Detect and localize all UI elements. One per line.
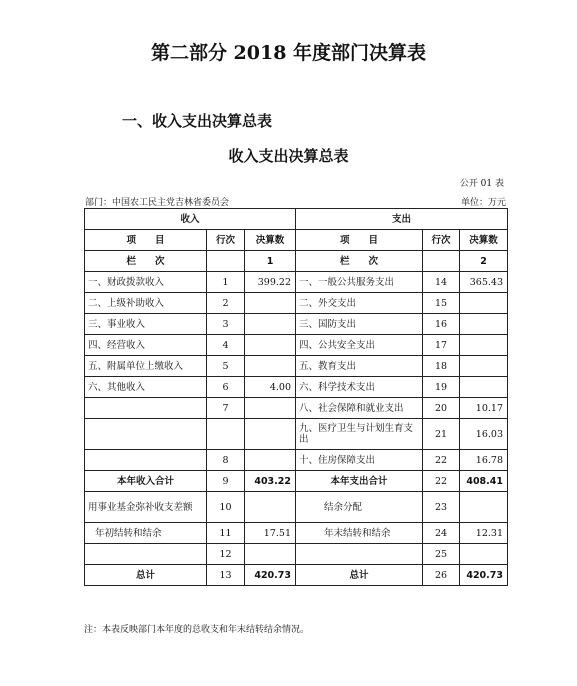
table-row (85, 356, 508, 377)
income-subtotal-label: 本年收入合计 (85, 471, 207, 492)
expense-line: 19 (423, 377, 460, 398)
expense-lane-no: 2 (460, 251, 508, 272)
table-row (85, 272, 508, 293)
expense-line: 23 (423, 492, 460, 523)
expense-amount (460, 293, 508, 314)
income-line: 8 (207, 450, 245, 471)
table-row (85, 450, 508, 471)
income-expense-table (84, 208, 508, 586)
income-amount-col-header: 决算数 (245, 230, 296, 251)
expense-amount (460, 314, 508, 335)
expense-item-col-header: 项 目 (296, 230, 423, 251)
expense-item (296, 544, 423, 565)
expense-item: 九、医疗卫生与计划生育支出 (296, 419, 423, 450)
expense-line: 26 (423, 565, 460, 586)
expense-line: 17 (423, 335, 460, 356)
lane-row (85, 251, 508, 272)
expense-total-amount: 420.73 (460, 565, 508, 586)
expense-item: 五、教育支出 (296, 356, 423, 377)
table-row (85, 377, 508, 398)
income-item-col-header: 项 目 (85, 230, 207, 251)
income-line: 3 (207, 314, 245, 335)
meta-row (85, 195, 506, 208)
table-row (85, 293, 508, 314)
expense-header: 支出 (296, 209, 508, 230)
expense-amount (460, 544, 508, 565)
income-item (85, 419, 207, 450)
expense-line: 18 (423, 356, 460, 377)
expense-item: 结余分配 (296, 492, 423, 523)
expense-subtotal-amount: 408.41 (460, 471, 508, 492)
income-lane-label: 栏 次 (85, 251, 207, 272)
expense-amount (460, 335, 508, 356)
unit-label: 单位：万元 (460, 198, 506, 208)
expense-amount: 12.31 (460, 523, 508, 544)
income-item (85, 450, 207, 471)
form-code: 公开 01 表 (459, 179, 504, 189)
income-amount (245, 419, 296, 450)
income-amount (245, 314, 296, 335)
income-amount (245, 356, 296, 377)
expense-line: 25 (423, 544, 460, 565)
expense-line-col-header: 行次 (423, 230, 460, 251)
expense-amount (460, 356, 508, 377)
expense-amount: 16.78 (460, 450, 508, 471)
income-line: 4 (207, 335, 245, 356)
income-item: 年初结转和结余 (85, 523, 207, 544)
expense-lane-line (423, 251, 460, 272)
income-item: 六、其他收入 (85, 377, 207, 398)
expense-item: 一、一般公共服务支出 (296, 272, 423, 293)
income-line: 9 (207, 471, 245, 492)
expense-line: 22 (423, 471, 460, 492)
income-item: 三、事业收入 (85, 314, 207, 335)
table-row (85, 335, 508, 356)
department-label: 部门：中国农工民主党吉林省委员会 (85, 198, 230, 208)
page-title: 第二部分 2018 年度部门决算表 (150, 42, 427, 64)
income-item: 一、财政拨款收入 (85, 272, 207, 293)
expense-line: 21 (423, 419, 460, 450)
table-row (85, 544, 508, 565)
expense-item: 八、社会保障和就业支出 (296, 398, 423, 419)
income-amount (245, 398, 296, 419)
expense-line: 15 (423, 293, 460, 314)
income-lane-no: 1 (245, 251, 296, 272)
footnote: 注：本表反映部门本年度的总收支和年末结转结余情况。 (84, 625, 310, 635)
income-item: 二、上级补助收入 (85, 293, 207, 314)
income-amount: 17.51 (245, 523, 296, 544)
income-line: 1 (207, 272, 245, 293)
expense-amount: 16.03 (460, 419, 508, 450)
income-item: 用事业基金弥补收支差额 (85, 492, 207, 523)
column-header-row (85, 230, 508, 251)
expense-line: 16 (423, 314, 460, 335)
expense-line: 14 (423, 272, 460, 293)
income-amount (245, 544, 296, 565)
income-item: 四、经营收入 (85, 335, 207, 356)
income-total-amount: 420.73 (245, 565, 296, 586)
expense-line: 22 (423, 450, 460, 471)
income-subtotal-amount: 403.22 (245, 471, 296, 492)
income-line: 10 (207, 492, 245, 523)
expense-item: 六、科学技术支出 (296, 377, 423, 398)
table-row (85, 419, 508, 450)
expense-amount (460, 492, 508, 523)
table-row (85, 492, 508, 523)
expense-item: 年末结转和结余 (296, 523, 423, 544)
expense-amount: 10.17 (460, 398, 508, 419)
expense-subtotal-label: 本年支出合计 (296, 471, 423, 492)
expense-total-label: 总计 (296, 565, 423, 586)
income-amount (245, 335, 296, 356)
table-row (85, 523, 508, 544)
table-row (85, 314, 508, 335)
section-heading: 一、收入支出决算总表 (122, 112, 273, 130)
income-amount: 399.22 (245, 272, 296, 293)
total-row (85, 565, 508, 586)
income-line-col-header: 行次 (207, 230, 245, 251)
table-row (85, 398, 508, 419)
income-line: 2 (207, 293, 245, 314)
expense-item: 三、国防支出 (296, 314, 423, 335)
expense-amount (460, 377, 508, 398)
income-item (85, 544, 207, 565)
income-lane-line (207, 251, 245, 272)
income-amount (245, 450, 296, 471)
income-item: 五、附属单位上缴收入 (85, 356, 207, 377)
income-line: 5 (207, 356, 245, 377)
income-amount (245, 492, 296, 523)
income-amount: 4.00 (245, 377, 296, 398)
expense-amount-col-header: 决算数 (460, 230, 508, 251)
subtotal-row (85, 471, 508, 492)
table-title: 收入支出决算总表 (228, 147, 349, 165)
income-line: 12 (207, 544, 245, 565)
income-total-label: 总计 (85, 565, 207, 586)
income-header: 收入 (85, 209, 296, 230)
income-line: 11 (207, 523, 245, 544)
expense-lane-label: 栏 次 (296, 251, 423, 272)
expense-item: 十、住房保障支出 (296, 450, 423, 471)
income-line (207, 419, 245, 450)
expense-amount: 365.43 (460, 272, 508, 293)
income-item (85, 398, 207, 419)
expense-line: 24 (423, 523, 460, 544)
income-amount (245, 293, 296, 314)
income-line: 13 (207, 565, 245, 586)
table-header-row (85, 209, 508, 230)
expense-line: 20 (423, 398, 460, 419)
expense-item: 二、外交支出 (296, 293, 423, 314)
income-line: 7 (207, 398, 245, 419)
income-line: 6 (207, 377, 245, 398)
expense-item: 四、公共安全支出 (296, 335, 423, 356)
